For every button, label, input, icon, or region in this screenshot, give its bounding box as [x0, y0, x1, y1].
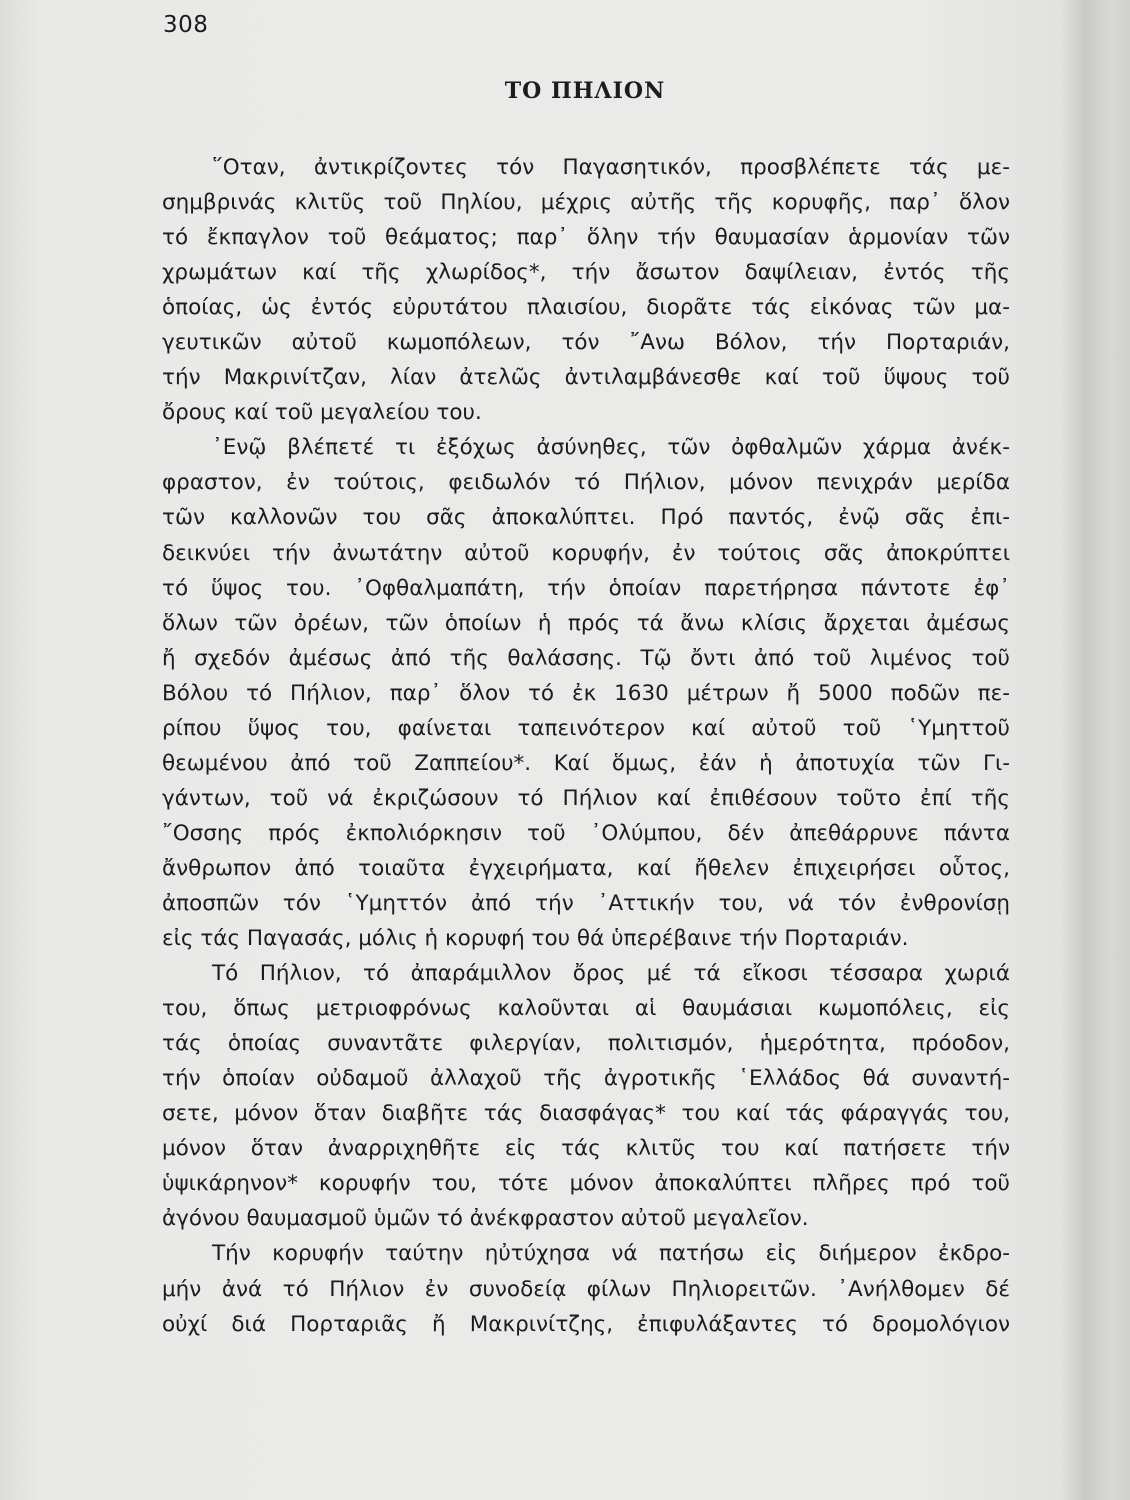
- paragraph: [162, 430, 1010, 956]
- paragraph: [162, 150, 1010, 430]
- text-line: Βόλου τό Πήλιον, παρ᾽ ὅλον τό ἐκ 1630 μέτρων ἤ 5000 ποδῶν πε-: [162, 680, 1010, 706]
- text-line: χρωμάτων καί τῆς χλωρίδος*, τήν ἄσωτον δαψίλειαν, ἐντός τῆς: [162, 260, 1010, 286]
- text-line: μόνον ὅταν ἀναρριχηθῆτε εἰς τάς κλιτῦς του καί πατήσετε τήν: [162, 1136, 1010, 1162]
- text-line: εἰς τάς Παγασάς, μόλις ἡ κορυφή του θά ὑπερέβαινε τήν Πορταριάν.: [162, 926, 909, 952]
- text-line: ἀγόνου θαυμασμοῦ ὑμῶν τό ἀνέκφραστον αὐτοῦ μεγαλεῖον.: [162, 1206, 809, 1232]
- body-text: [162, 150, 1010, 1342]
- text-line: γάντων, τοῦ νά ἐκριζώσουν τό Πήλιον καί ἐπιθέσουν τοῦτο ἐπί τῆς: [162, 785, 1010, 811]
- paragraph: [162, 956, 1010, 1236]
- text-line: γευτικῶν αὐτοῦ κωμοπόλεων, τόν ῎Ανω Βόλον, τήν Πορταριάν,: [162, 330, 1010, 356]
- text-line: τήν ὁποίαν οὐδαμοῦ ἀλλαχοῦ τῆς ἀγροτικῆς ῾Ελλάδος θά συναντή-: [162, 1066, 1010, 1092]
- text-line: τό ἔκπαγλον τοῦ θεάματος; παρ᾽ ὅλην τήν θαυμασίαν ἁρμονίαν τῶν: [162, 225, 1010, 251]
- text-line: οὐχί διά Πορταριᾶς ἤ Μακρινίτζης, ἐπιφυλάξαντες τό δρομολόγιον: [162, 1311, 1010, 1337]
- text-line: ἀποσπῶν τόν ῾Υμηττόν ἀπό τήν ᾽Αττικήν του, νά τόν ἐνθρονίσῃ: [162, 890, 1010, 916]
- text-line: Τό Πήλιον, τό ἀπαράμιλλον ὄρος μέ τά εἴκοσι τέσσαρα χωριά: [212, 961, 1010, 987]
- paragraph: [162, 1236, 1010, 1341]
- text-line: μήν ἀνά τό Πήλιον ἐν συνοδείᾳ φίλων Πηλιορειτῶν. ᾽Ανήλθομεν δέ: [162, 1276, 1010, 1302]
- text-line: τήν Μακρινίτζαν, λίαν ἀτελῶς ἀντιλαμβάνεσθε καί τοῦ ὕψους τοῦ: [162, 365, 1010, 391]
- text-line: ὅλων τῶν ὀρέων, τῶν ὁποίων ἡ πρός τά ἄνω κλίσις ἄρχεται ἀμέσως: [162, 610, 1010, 636]
- text-line: ὄρους καί τοῦ μεγαλείου του.: [162, 400, 482, 426]
- text-line: τάς ὁποίας συναντᾶτε φιλεργίαν, πολιτισμόν, ἡμερότητα, πρόοδον,: [162, 1031, 1010, 1057]
- text-line: τό ὕψος του. ᾽Οφθαλμαπάτη, τήν ὁποίαν παρετήρησα πάντοτε ἐφ᾽: [162, 575, 1010, 601]
- text-line: τῶν καλλονῶν του σᾶς ἀποκαλύπτει. Πρό παντός, ἐνῷ σᾶς ἐπι-: [162, 505, 1010, 531]
- text-line: σετε, μόνον ὅταν διαβῆτε τάς διασφάγας* του καί τάς φάραγγάς του,: [162, 1101, 1010, 1127]
- text-line: ἄνθρωπον ἀπό τοιαῦτα ἐγχειρήματα, καί ἤθελεν ἐπιχειρήσει οὗτος,: [162, 855, 1010, 881]
- text-line: ὁποίας, ὡς ἐντός εὐρυτάτου πλαισίου, διορᾶτε τάς εἰκόνας τῶν μα-: [162, 295, 1010, 321]
- text-line: Τήν κορυφήν ταύτην ηὐτύχησα νά πατήσω εἰς διήμερον ἐκδρο-: [212, 1241, 1010, 1267]
- text-line: σημβρινάς κλιτῦς τοῦ Πηλίου, μέχρις αὐτῆς τῆς κορυφῆς, παρ᾽ ὅλον: [162, 190, 1010, 216]
- text-line: ῞Οταν, ἀντικρίζοντες τόν Παγασητικόν, προσβλέπετε τάς με-: [212, 155, 1010, 180]
- text-line: ῎Οσσης πρός ἐκπολιόρκησιν τοῦ ᾽Ολύμπου, δέν ἀπεθάρρυνε πάντα: [162, 820, 1010, 846]
- text-line: δεικνύει τήν ἀνωτάτην αὐτοῦ κορυφήν, ἐν τούτοις σᾶς ἀποκρύπτει: [162, 540, 1010, 566]
- page-number: 308: [163, 12, 209, 38]
- text-line: ρίπου ὕψος του, φαίνεται ταπεινότερον καί αὐτοῦ τοῦ ῾Υμηττοῦ: [162, 715, 1010, 741]
- text-line: του, ὅπως μετριοφρόνως καλοῦνται αἱ θαυμάσιαι κωμοπόλεις, εἰς: [162, 996, 1010, 1022]
- text-line: ᾽Ενῷ βλέπετέ τι ἐξόχως ἀσύνηθες, τῶν ὀφθαλμῶν χάρμα ἀνέκ-: [212, 435, 1010, 461]
- chapter-title: ΤΟ ΠΗΛΙΟΝ: [504, 78, 666, 104]
- text-line: ὑψικάρηνον* κορυφήν του, τότε μόνον ἀποκαλύπτει πλῆρες πρό τοῦ: [162, 1171, 1010, 1197]
- text-line: φραστον, ἐν τούτοις, φειδωλόν τό Πήλιον, μόνον πενιχράν μερίδα: [162, 470, 1010, 496]
- text-line: ἤ σχεδόν ἀμέσως ἀπό τῆς θαλάσσης. Τῷ ὄντι ἀπό τοῦ λιμένος τοῦ: [162, 645, 1010, 671]
- text-line: θεωμένου ἀπό τοῦ Ζαππείου*. Καί ὅμως, ἐάν ἡ ἀποτυχία τῶν Γι-: [162, 750, 1010, 776]
